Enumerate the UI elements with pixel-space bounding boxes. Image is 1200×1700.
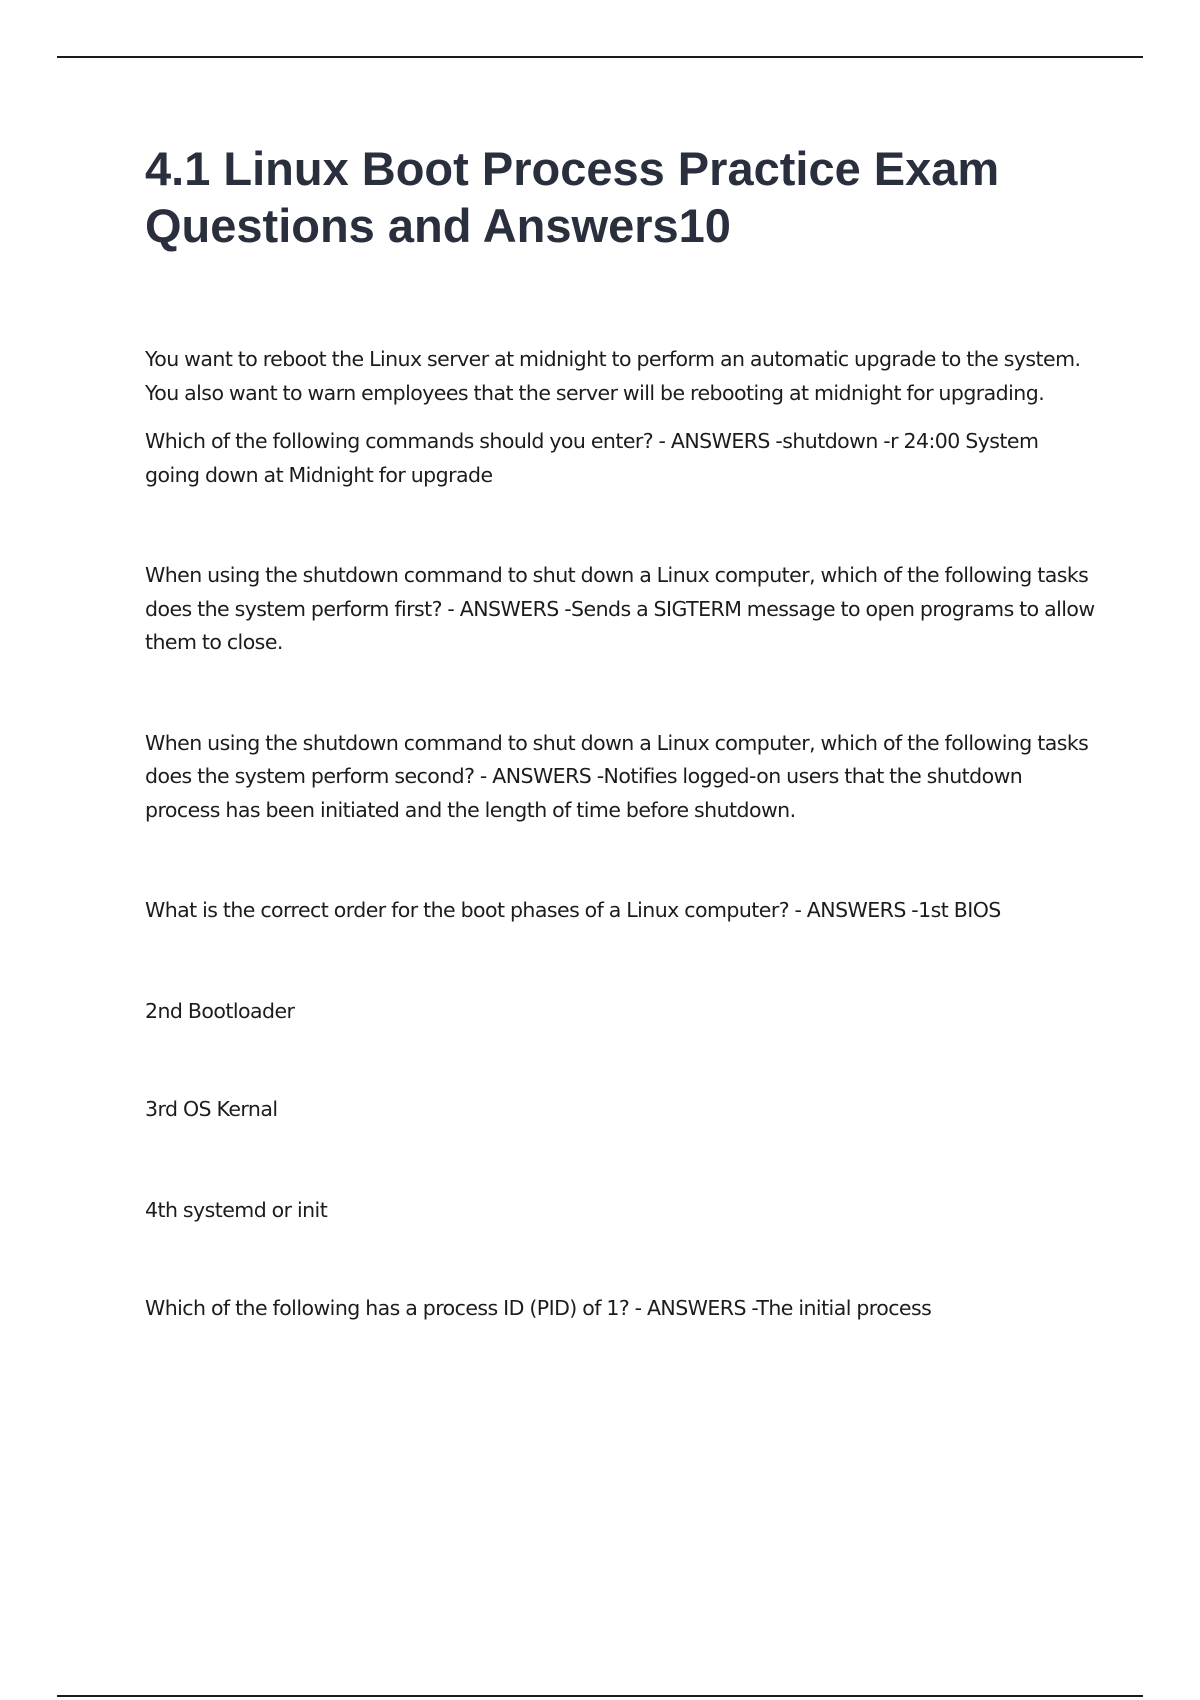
document-title: 4.1 Linux Boot Process Practice Exam Questions and Answers10 — [145, 142, 1000, 252]
document-content — [145, 140, 1095, 1326]
bottom-rule — [57, 1695, 1143, 1697]
question-5: Which of the following has a process ID (PID) of 1? - ANSWERS -The initial process — [145, 1296, 932, 1320]
top-rule — [57, 56, 1143, 58]
question-3: When using the shutdown command to shut down a Linux computer, which of the following tasks does the system perform second? - ANSWERS -Notifies logged-on users that the shutdown process has been initiated and the length of time before shutdown. — [145, 730, 1089, 822]
question-4: What is the correct order for the boot phases of a Linux computer? - ANSWERS -1st BIOS — [145, 898, 1001, 922]
question-1-answer: Which of the following commands should you enter? - ANSWERS -shutdown -r 24:00 System going down at Midnight for upgrade — [145, 429, 1039, 487]
answer-4-line-4: 4th systemd or init — [145, 1197, 328, 1222]
answer-4-line-3: 3rd OS Kernal — [145, 1097, 278, 1121]
document-body — [145, 343, 1095, 1326]
question-2: When using the shutdown command to shut down a Linux computer, which of the following tasks does the system perform first? - ANSWERS -Sends a SIGTERM message to open programs to allow them to close. — [145, 563, 1095, 654]
answer-4-line-2: 2nd Bootloader — [145, 998, 295, 1023]
question-1-prompt: You want to reboot the Linux server at midnight to perform an automatic upgrade to the system. You also want to warn employees that the server will be rebooting at midnight for upgrading. — [145, 347, 1081, 405]
